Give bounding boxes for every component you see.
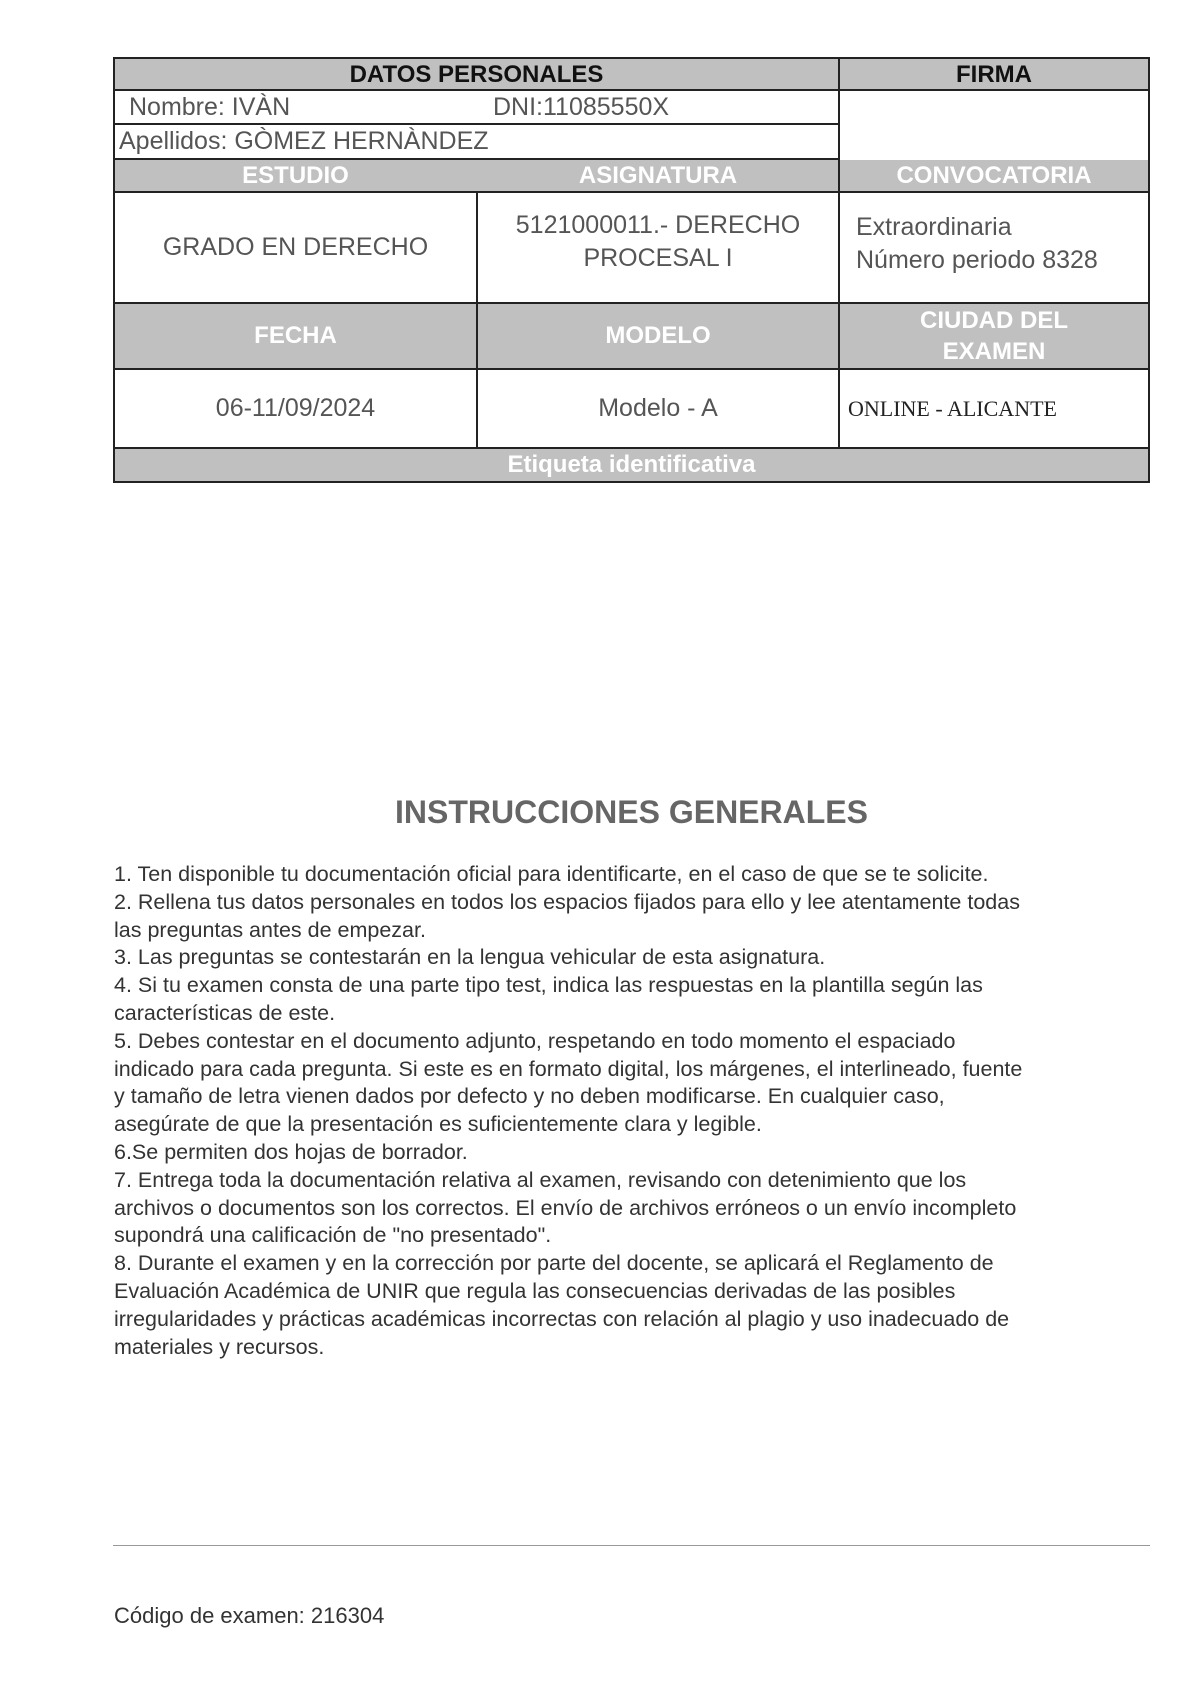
instruction-line: 2. Rellena tus datos personales en todos los espacios fijados para ello y lee atentamente todas	[114, 889, 1020, 914]
personal-data-heading: DATOS PERSONALES	[349, 60, 604, 88]
subject-value	[478, 193, 838, 302]
instruction-line: 3. Las preguntas se contestarán en la lengua vehicular de esta asignatura.	[114, 945, 826, 970]
instruction-line: 4. Si tu examen consta de una parte tipo test, indica las respuestas en la plantilla según las	[114, 973, 983, 998]
subject-value-line2: PROCESAL I	[583, 244, 733, 272]
city-heading-line1: CIUDAD DEL	[920, 307, 1068, 334]
model-heading: MODELO	[605, 322, 711, 349]
date-value: 06-11/09/2024	[215, 394, 376, 422]
footer-divider	[113, 1545, 1150, 1546]
instruction-line: 1. Ten disponible tu documentación oficial para identificarte, en el caso de que se te solicite.	[114, 862, 989, 886]
call-value	[840, 193, 1148, 302]
instruction-line: Evaluación Académica de UNIR que regula las consecuencias derivadas de las posibles	[114, 1278, 956, 1303]
subject-heading: ASIGNATURA	[578, 162, 738, 189]
instruction-line: 5. Debes contestar en el documento adjunto, respetando en todo momento el espaciado	[114, 1028, 956, 1053]
study-heading: ESTUDIO	[242, 162, 349, 189]
call-period: Número periodo 8328	[856, 246, 1098, 274]
instructions-title: INSTRUCCIONES GENERALES	[395, 794, 868, 830]
instruction-line: 8. Durante el examen y en la corrección por parte del docente, se aplicará el Reglamento de	[114, 1251, 994, 1276]
subject-value-line1: 5121000011.- DERECHO	[515, 211, 801, 239]
city-heading-line2: EXAMEN	[942, 338, 1046, 365]
date-heading: FECHA	[254, 322, 337, 349]
surname-field: Apellidos: GÒMEZ HERNÀNDEZ	[119, 127, 489, 155]
model-value: Modelo - A	[598, 394, 718, 422]
name-field: Nombre: IVÀN	[129, 93, 291, 121]
instructions-list	[114, 861, 1164, 1361]
instruction-line: y tamaño de letra vienen dados por defecto y no deben modificarse. En cualquier caso,	[114, 1084, 945, 1109]
call-heading: CONVOCATORIA	[896, 162, 1092, 189]
city-value: ONLINE - ALICANTE	[848, 395, 1057, 421]
instruction-line: indicado para cada pregunta. Si este es en formato digital, los márgenes, el interlineado, fuente	[114, 1056, 1023, 1081]
instruction-line: asegúrate de que la presentación es suficientemente clara y legible.	[114, 1112, 762, 1137]
exam-code: Código de examen: 216304	[114, 1603, 385, 1628]
dni-field: DNI:11085550X	[493, 93, 670, 121]
instruction-line: archivos o documentos son los correctos. El envío de archivos erróneos o un envío incompleto	[114, 1195, 1017, 1220]
id-label-heading: Etiqueta identificativa	[507, 451, 756, 478]
instruction-line: irregularidades y prácticas académicas incorrectas con relación al plagio y uso inadecuado de	[114, 1306, 1010, 1331]
instruction-line: características de este.	[114, 1000, 336, 1025]
city-heading	[840, 304, 1148, 368]
signature-heading: FIRMA	[956, 60, 1032, 88]
instruction-line: supondrá una calificación de "no presentado".	[114, 1223, 552, 1248]
call-type: Extraordinaria	[856, 213, 1012, 241]
exam-header-table	[113, 57, 1150, 483]
study-value: GRADO EN DERECHO	[162, 233, 429, 261]
instruction-line: 6.Se permiten dos hojas de borrador.	[114, 1139, 468, 1164]
instruction-line: materiales y recursos.	[114, 1334, 325, 1359]
instruction-line: las preguntas antes de empezar.	[114, 917, 426, 942]
instruction-line: 7. Entrega toda la documentación relativa al examen, revisando con detenimiento que los	[114, 1167, 967, 1192]
